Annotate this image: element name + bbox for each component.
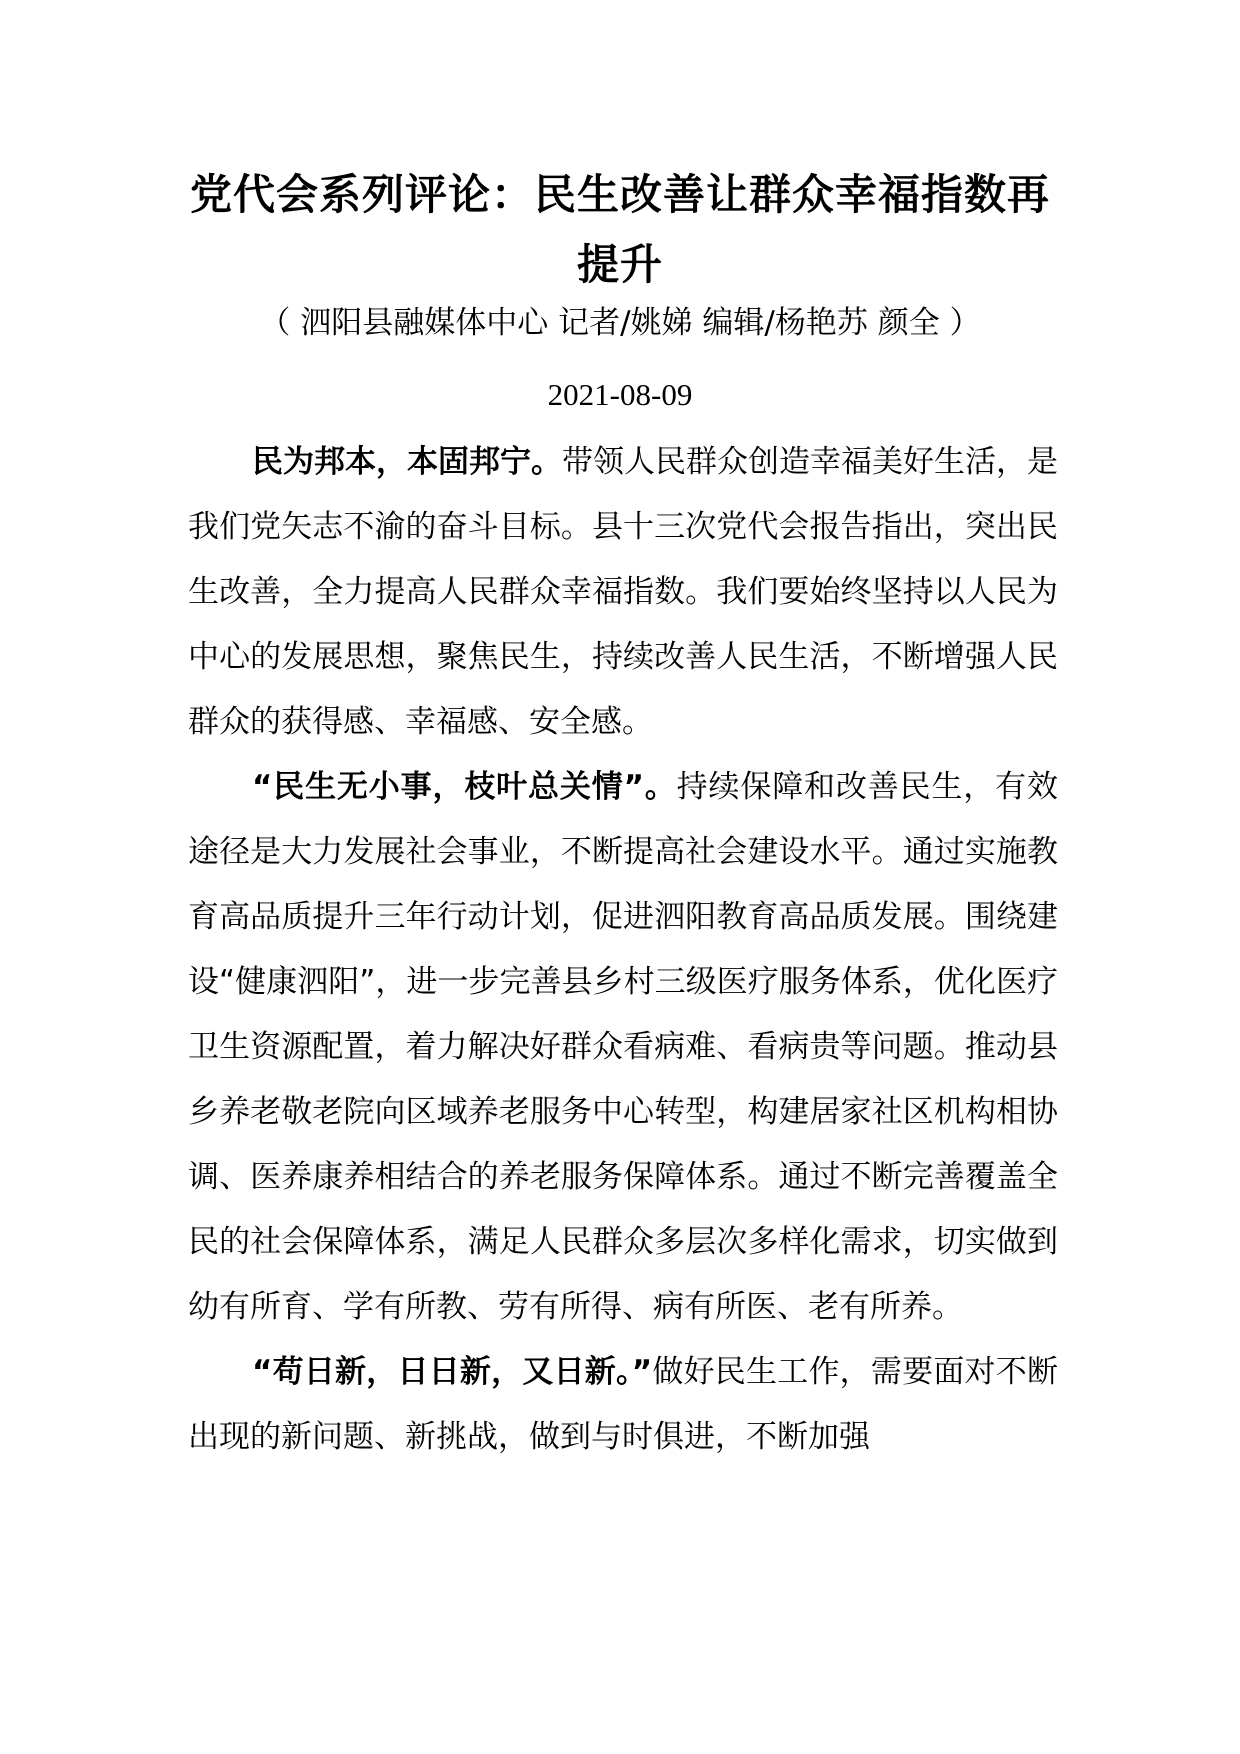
article-body: [188, 430, 1058, 1470]
paragraph-lead: 民为邦本，本固邦宁。: [252, 444, 562, 480]
article-title: 党代会系列评论：民生改善让群众幸福指数再提升: [190, 170, 1051, 289]
paragraph: [188, 430, 1058, 755]
article-byline: （ 泗阳县融媒体中心 记者/姚娣 编辑/杨艳苏 颜全 ）: [259, 305, 981, 341]
paragraph-text: 做好民生工作，需要面对不断出现的新问题、新挑战，做到与时俱进，不断加强: [188, 1354, 1058, 1455]
paragraph-text: 持续保障和改善民生，有效途径是大力发展社会事业，不断提高社会建设水平。通过实施教育高品质提升三年行动计划，促进泗阳教育高品质发展。围绕建设“健康泗阳”，进一步完善县乡村三级医疗服务体系，优化医疗卫生资源配置，着力解决好群众看病难、看病贵等问题。推动县乡养老敬老院向区域养老服务中心转型，构建居家社区机构相协调、医养康养相结合的养老服务保障体系。通过不断完善覆盖全民的社会保障体系，满足人民群众多层次多样化需求，切实做到幼有所育、学有所教、劳有所得、病有所医、老有所养。: [188, 769, 1059, 1325]
paragraph: [188, 1340, 1058, 1470]
paragraph-text: 带领人民群众创造幸福美好生活，是我们党矢志不渝的奋斗目标。县十三次党代会报告指出，突出民生改善，全力提高人民群众幸福指数。我们要始终坚持以人民为中心的发展思想，聚焦民生，持续改善人民生活，不断增强人民群众的获得感、幸福感、安全感。: [188, 444, 1058, 740]
paragraph-lead: “民生无小事，枝叶总关情”。: [252, 769, 677, 805]
paragraph-lead: “苟日新，日日新，又日新。”: [252, 1354, 653, 1390]
article-date: 2021-08-09: [547, 377, 693, 412]
paragraph: [188, 755, 1058, 1340]
